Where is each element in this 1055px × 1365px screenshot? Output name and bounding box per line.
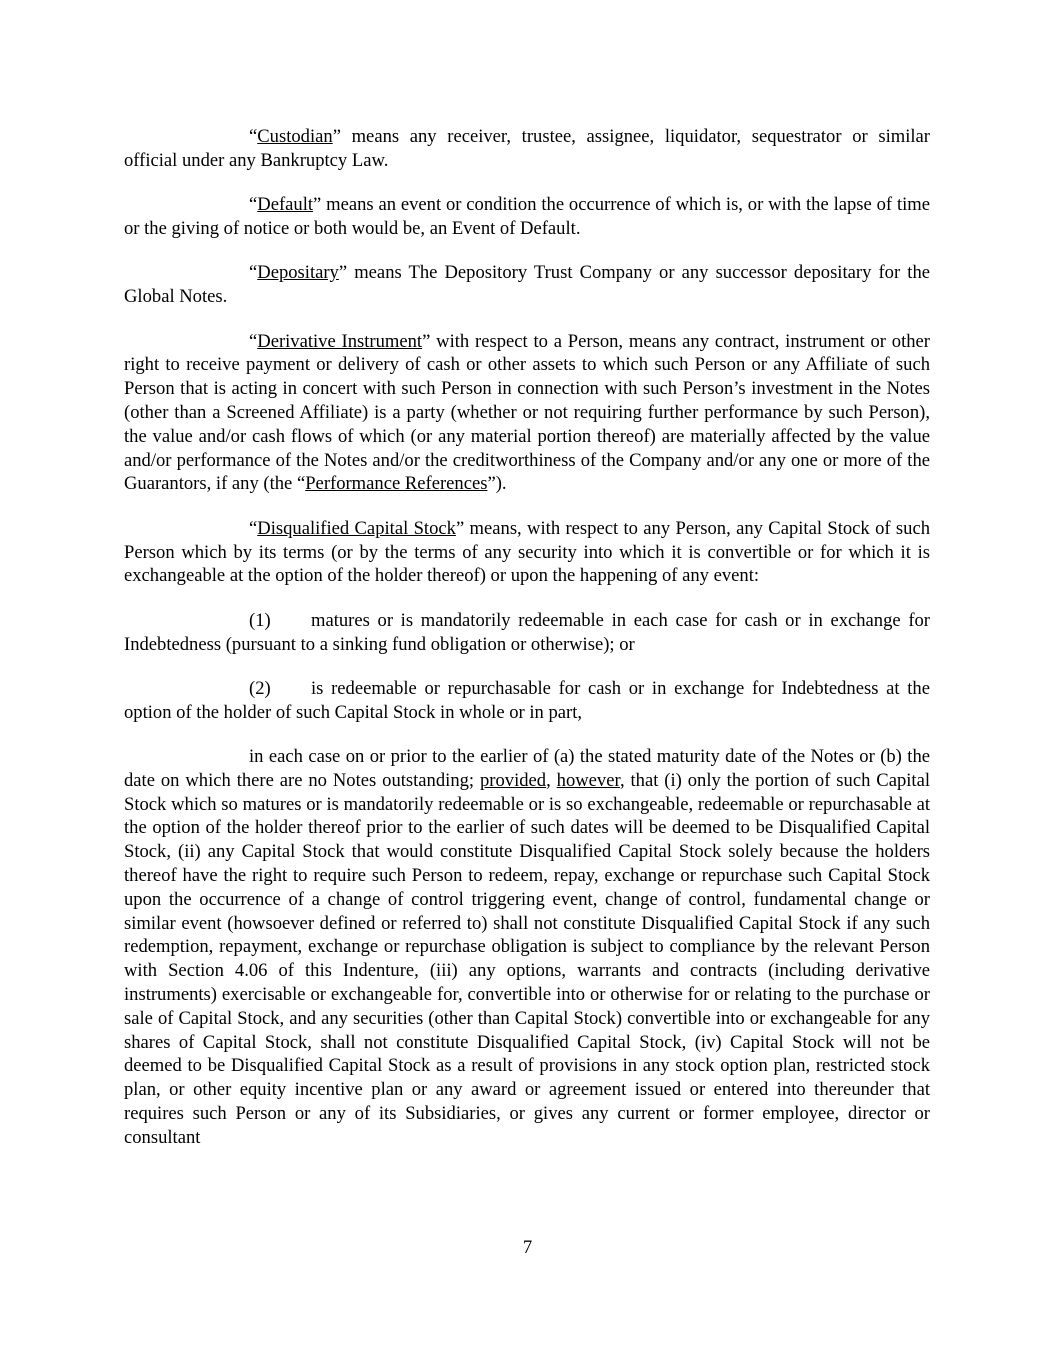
clause-number: (2) xyxy=(249,677,271,699)
proviso-however: however xyxy=(556,769,620,791)
definition-text: ” means, with respect to any Person, any Capital Stock of such Person which by its terms (or by the terms of any security into which it is convertible or for which it is exchangeable at the option of the holder thereof) or upon the happening of any event: xyxy=(124,517,930,587)
clause-2 xyxy=(124,677,930,725)
definition-derivative-instrument xyxy=(124,330,930,497)
proviso-rest: , that (i) only the portion of such Capital Stock which so matures or is mandatorily redeemable or is so exchangeable, redeemable or repurchasable at the option of the holder thereof prior to the earlier of such dates will be deemed to be Disqualified Capital Stock, (ii) any Capital Stock that would constitute Disqualified Capital Stock solely because the holders thereof have the right to require such Person to redeem, repay, exchange or repurchase such Capital Stock upon the occurrence of a change of control triggering event, change of control, fundamental change or similar event (howsoever defined or referred to) shall not constitute Disqualified Capital Stock if any such redemption, repayment, exchange or repurchase obligation is subject to compliance by the relevant Person with Section 4.06 of this Indenture, (iii) any options, warrants and contracts (including derivative instruments) exercisable or exchangeable for, convertible into or otherwise for or relating to the purchase or sale of Capital Stock, and any securities (other than Capital Stock) convertible into or exchangeable for any shares of Capital Stock, shall not constitute Disqualified Capital Stock, (iv) Capital Stock will not be deemed to be Disqualified Capital Stock as a result of provisions in any stock option plan, restricted stock plan, or other equity incentive plan or any award or agreement issued or entered into thereunder that requires such Person or any of its Subsidiaries, or gives any current or former employee, director or consultant xyxy=(124,769,930,1148)
clause-1 xyxy=(124,609,930,657)
clause-number: (1) xyxy=(249,609,271,631)
document-page xyxy=(124,125,930,1150)
clause-text: is redeemable or repurchasable for cash or in exchange for Indebtedness at the option of the holder of such Capital Stock in whole or in part, xyxy=(124,677,930,723)
proviso-provided: provided xyxy=(479,769,547,791)
proviso-comma: , xyxy=(546,769,557,791)
close-quote: ”). xyxy=(487,473,507,495)
definition-text: ” means any receiver, trustee, assignee, liquidator, sequestrator or similar official under any Bankruptcy Law. xyxy=(124,126,930,171)
page-number: 7 xyxy=(522,1237,533,1258)
definition-default xyxy=(124,193,930,241)
open-quote: “ xyxy=(249,330,258,352)
definition-text: ” with respect to a Person, means any contract, instrument or other right to receive payment or delivery of cash or other assets to which such Person or any Affiliate of such Person that is acting in concert with such Person in connection with such Person’s investment in the Notes (other than a Screened Affiliate) is a party (whether or not requiring further performance by such Person), the value and/or cash flows of which (or any material portion thereof) are materially affected by the value and/or performance of the Notes and/or the creditworthiness of the Company and/or any one or more of the Guarantors, if any (the “ xyxy=(124,330,930,495)
definition-disqualified-capital-stock xyxy=(124,517,930,588)
clause-text: matures or is mandatorily redeemable in each case for cash or in exchange for Indebtedness (pursuant to a sinking fund obligation or otherwise); or xyxy=(124,609,930,655)
definition-custodian xyxy=(124,125,930,173)
proviso-lead: in each case on or prior to the earlier of (a) the stated maturity date of the Notes or (b) the date on which there are no Notes outstanding; xyxy=(124,746,930,791)
open-quote: “ xyxy=(249,517,258,539)
definition-text: ” means an event or condition the occurrence of which is, or with the lapse of time or the giving of notice or both would be, an Event of Default. xyxy=(124,194,930,239)
defined-term-disqualified-capital-stock: Disqualified Capital Stock xyxy=(257,517,456,539)
proviso-paragraph xyxy=(124,745,930,1150)
defined-term-depositary: Depositary xyxy=(257,262,339,284)
open-quote: “ xyxy=(249,262,258,284)
definition-text: ” means The Depository Trust Company or any successor depositary for the Global Notes. xyxy=(124,262,930,308)
defined-term-default: Default xyxy=(257,194,314,216)
open-quote: “ xyxy=(249,194,258,216)
open-quote: “ xyxy=(249,126,258,147)
definition-depositary xyxy=(124,261,930,309)
defined-term-performance-references: Performance References xyxy=(305,473,488,495)
defined-term-custodian: Custodian xyxy=(257,126,333,147)
defined-term-derivative-instrument: Derivative Instrument xyxy=(257,330,423,352)
